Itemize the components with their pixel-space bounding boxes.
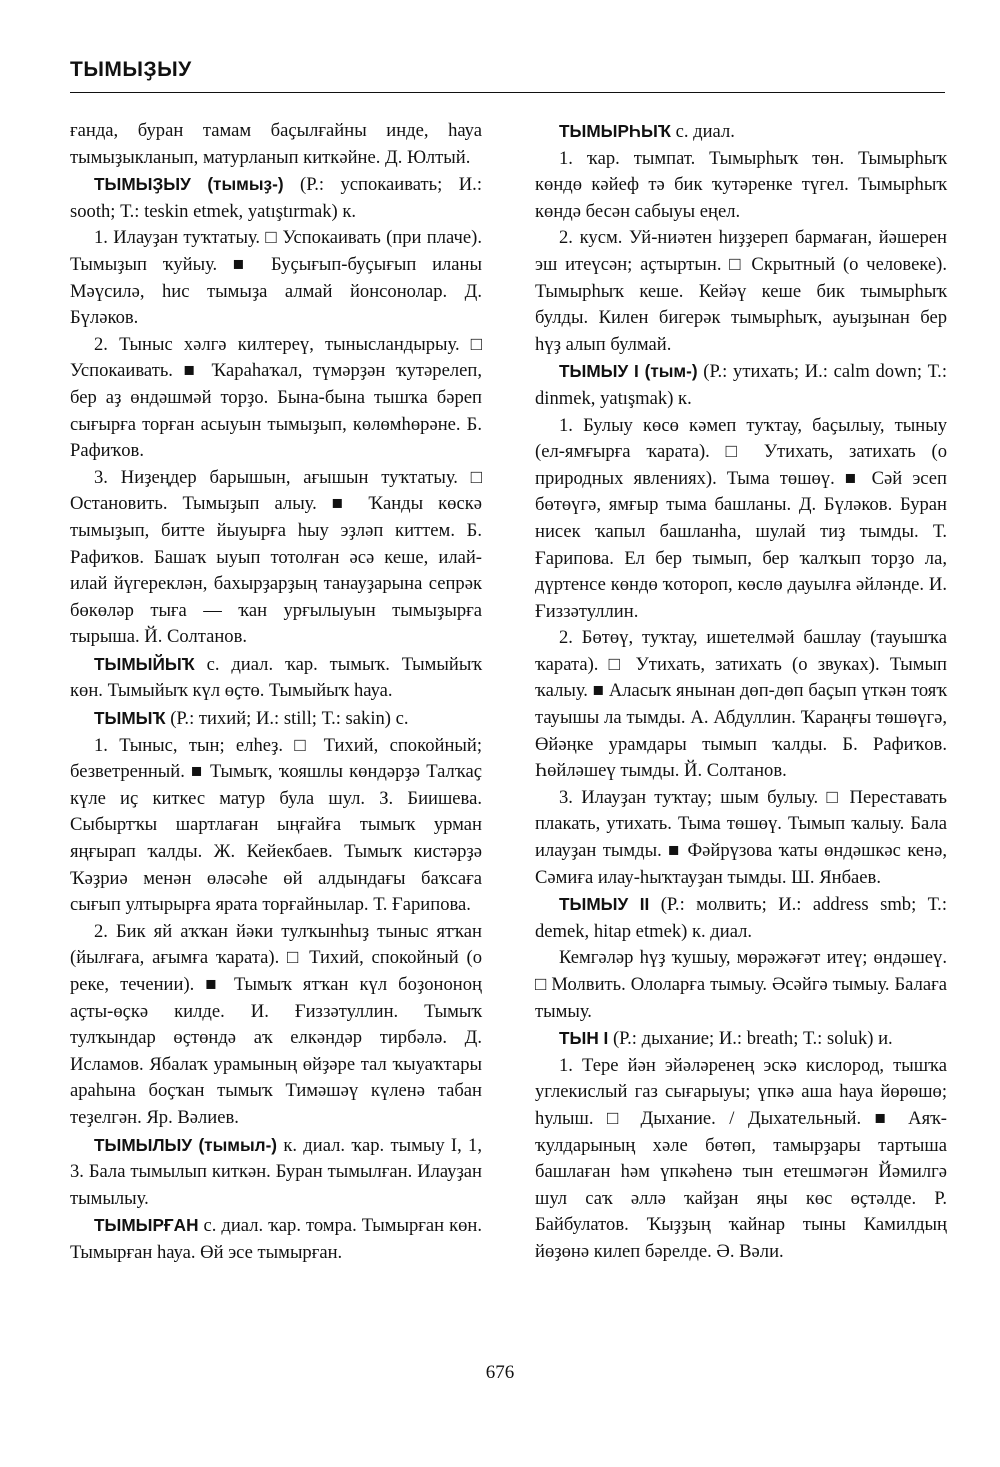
headword: ТЫМЫЙЫҠ	[94, 653, 195, 674]
two-column-body	[70, 118, 948, 1267]
headword: ТЫМЫРҒАН	[94, 1215, 199, 1236]
sense-2: 2. Тыныс хәлгә килтереү, тынысландырыу. □ Успокаивать. ■ Ҡараһаҡал, түмәрҙән ҡутәрелеп, бер аҙ өндәшмәй торҙо. Бына-бына тышҡа бәреп сығырға торған асыуын тымыҙып, көлөмһөрәне. Б. Рафиҡов.	[70, 333, 482, 462]
sense-3: 3. Ниҙеңдер барышын, ағышын туҡтатыу. □ Остановить. Тымыҙып алыу. ■ Ҡанды көскә тымыҙып, битте йыуырға һыу эҙләп киттем. Б. Рафиҡов. Башаҡ ыуып тотолған әсә кеше, илай-илай йүгереклән, бахырҙарҙың танауҙарына сепрәк бөкөләр тыға — ҡан урғылыуын тымыҙырға тырыша. Й. Солтанов.	[70, 466, 482, 648]
page-number: 676	[485, 1362, 515, 1383]
entry-gloss: (Р.: молвить; И.: address smb; Т.: demek, hitap etmek) к. диал.	[535, 894, 947, 942]
sense-2: 2. Бөтөү, туҡтау, ишетелмәй башлау (тауышҡа ҡарата). □ Утихать, затихать (о звуках). Тымып ҡалыу. ■ Аласыҡ янынан дөп-дөп баҫып үткән тояҡ тауышы ла тымды. А. Абдуллин. Ҡараңғы төшөүгә, Өйәңке урамдары тымып ҡалды. Б. Рафиҡов. Һөйләшеү тымды. Й. Солтанов.	[535, 627, 947, 782]
headword: ТЫМЫҠ	[94, 708, 166, 729]
entry-gloss: (Р.: тихий; И.: still; Т.: sakin) с.	[165, 708, 409, 730]
entry-tymyzyu	[70, 171, 482, 225]
headword: ТЫМЫРҺЫҠ	[559, 121, 671, 141]
entry-gloss: с. диал. ҡар. томра. Тымырған көн. Тымырған һауа. Өй эсе тымырған.	[70, 1215, 482, 1263]
sense-3: 3. Илауҙан туҡтау; шым булыу. □ Переставать плакать, утихать. Тыма төшөү. Тымып ҡалыу. Бала илауҙан тымды. ■ Фәйрүзова ҡаты өндәшкәс кенә, Сәмиға илау-һыҡтауҙан тымды. Ш. Янбаев.	[535, 786, 947, 888]
entry-tyn-1	[535, 1025, 947, 1053]
entry-tymylyu	[70, 1132, 482, 1213]
sense-2: 2. кусм. Уй-ниәтен һиҙҙереп бармаған, йәшерен эш итеүсән; аҫтыртын. □ Скрытный (о человеке). Тымырһыҡ кеше. Кейәү кеше бик тымырһыҡ булды. Килен бигерәк тымырһыҡ, ауыҙынан бер һүҙ алып булмай.	[535, 227, 947, 355]
headword: ТЫН I	[559, 1028, 609, 1049]
entry-gloss: (Р.: дыхание; И.: breath; Т.: soluk) и.	[608, 1028, 893, 1050]
right-column	[535, 118, 947, 1267]
headword: ТЫМЫЛЫУ (тымыл-)	[94, 1134, 278, 1155]
running-head: ТЫМЫҘЫУ	[70, 58, 192, 81]
entry-tymyrgan	[70, 1212, 482, 1266]
entry-tymyrhyk	[535, 118, 947, 146]
page-header	[70, 58, 945, 93]
sense-definition: Кемгәләр һүҙ ҡушыу, мөрәжәғәт итеү; өндәшеү. □ Молвить. Ололарға тымыу. Әсәйгә тымыу. Балаға тымыу.	[535, 947, 947, 1022]
entry-gloss: с. диал.	[670, 121, 735, 142]
entry-tymyu-1	[535, 358, 947, 412]
headword: ТЫМЫУ I (тым-)	[559, 361, 698, 382]
headword: ТЫМЫҘЫУ (тымыҙ-)	[94, 174, 284, 195]
sense-1: 1. ҡар. тымпат. Тымырһыҡ төн. Тымырһыҡ көндө кәйеф тә бик ҡутәренке түгел. Тымырһыҡ көндә бесән сабыуы еңел.	[535, 147, 947, 222]
sense-1: 1. Илауҙан туҡтатыу. □ Успокаивать (при плаче). Тымыҙып ҡуйыу. ■ Буҫығып-буҫығып иланы Мәүсилә, һис тымыҙа алмай йонсонолар. Д. Бүләков.	[70, 227, 482, 329]
entry-tymyiyk	[70, 651, 482, 705]
entry-gloss: (Р.: успокаивать; И.: sooth; Т.: teskin etmek, yatıştırmak) к.	[70, 174, 483, 222]
sense-1: 1. Тере йән эйәләренең эскә кислород, тышҡа углекислый газ сығарыуы; үпкә аша һауа йөрөшө; һулыш. □ Дыхание. / Дыхательный. ■ Аяҡ-ҡулдарының хәле бөтөп, тамырҙары тартыша башлаған һәм үпкәһенә тын етешмәгән Йәмилгә шул саҡ әллә ҡайҙан яңы көс өҫтәлде. Р. Байбулатов. Ҡыҙҙың ҡайнар тыны Камилдың йөҙөнә килеп бәрелде. Ә. Вәли.	[535, 1054, 947, 1262]
left-column	[70, 118, 482, 1267]
entry-tymyu-2	[535, 891, 947, 945]
sense-1: 1. Тыныс, тын; елһеҙ. □ Тихий, спокойный; безветренный. ■ Тымыҡ, ҡояшлы көндәрҙә Талҡаҫ күле иҫ киткес матур була шул. З. Биишева. Сыбыртҡы шартлаған ыңғайға тымыҡ урман яңғырап ҡалды. Ж. Кейекбаев. Тымыҡ кистәрҙә Ҡәҙриә менән өләсәһе өй алдындағы баҡсаға сығып ултырырға ярата торғайнылар. Т. Ғарипова.	[70, 734, 482, 916]
entry-gloss: к. диал. ҡар. тымыу I, 1, 3. Бала тымылып киткән. Буран тымылған. Илауҙан тымылыу.	[70, 1134, 482, 1209]
entry-continuation: ғанда, буран тамам баҫылғайны инде, һауа тымыҙыкланып, матурланып киткәйне. Д. Юлтый.	[70, 120, 482, 168]
sense-2: 2. Бик яй аҡҡан йәки тулҡынһыҙ тыныс ятҡан (йылғаға, ағымға ҡарата). □ Тихий, спокойный (о реке, течении). ■ Тымыҡ ятҡан күл боҙононоң аҫты-өҫкә килде. И. Ғиззәтуллин. Тымыҡ тулҡындар өҫтөндә аҡ елкәндәр тирбәлә. Д. Исламов. Ябалаҡ урамының өйҙәре тал ҡыуаҡтары араһына боҫҡан тымыҡ Тимәшәү күленә табан теҙелгән. Яр. Вәлиев.	[70, 920, 482, 1128]
sense-1: 1. Булыу көсө кәмеп туҡтау, баҫылыу, тыныу (ел-ямғырға ҡарата). □ Утихать, затихать (о природных явлениях). Тыма төшөү. ■ Сәй эсеп бөтөүгә, ямғыр тыма башланы. Д. Бүләков. Буран нисек ҡапыл башланһа, шулай тиҙ тымды. Т. Ғарипова. Ел бер тымып, бер ҡалҡып торҙо ла, дүртенсе көндө ҡотороп, көслө дауылға әйләнде. И. Ғиззәтуллин.	[535, 414, 947, 622]
entry-tymyk	[70, 705, 482, 733]
entry-gloss: (Р.: утихать; И.: calm down; Т.: dinmek, yatışmak) к.	[535, 361, 947, 409]
headword: ТЫМЫУ II	[559, 894, 650, 915]
entry-gloss: с. диал. ҡар. тымыҡ. Тымыйыҡ көн. Тымыйыҡ күл өҫтө. Тымыйыҡ һауа.	[70, 653, 482, 702]
